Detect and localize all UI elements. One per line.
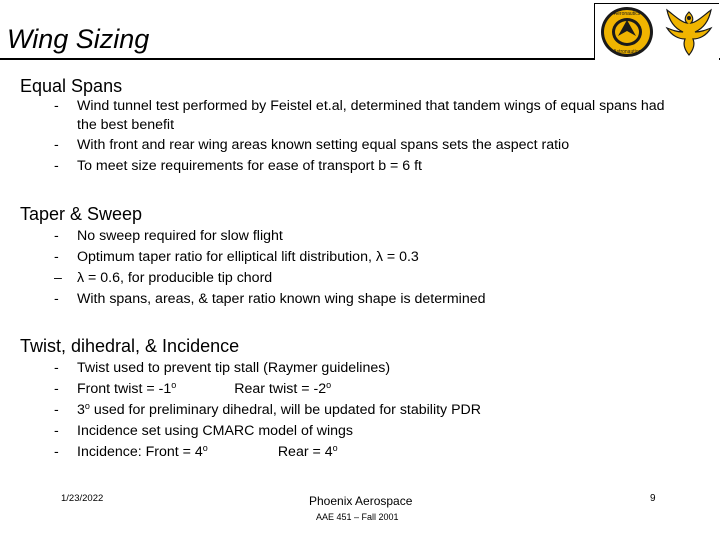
bullet-marker: - <box>54 158 59 174</box>
list-item <box>54 421 674 442</box>
list-item <box>54 358 674 379</box>
bullet-marker: – <box>54 270 62 286</box>
phoenix-bird-icon <box>661 6 717 58</box>
bullet-text: Twist used to prevent tip stall (Raymer guidelines) <box>77 360 391 376</box>
dihedral-text: used for preliminary dihedral, will be updated for stability PDR <box>89 402 482 418</box>
page-number: 9 <box>650 493 656 504</box>
bullet-marker: - <box>54 137 59 153</box>
bullet-text <box>77 379 674 400</box>
logo-text-top: Aeronautics <box>613 11 641 17</box>
bullet-text: Wind tunnel test performed by Feistel et.al, determined that tandem wings of equal spans had the best benefit <box>77 98 665 133</box>
footer-date: 1/23/2022 <box>61 493 104 504</box>
list-item <box>54 135 674 156</box>
footer-company: Phoenix Aerospace <box>309 494 413 508</box>
section-heading-taper-sweep: Taper & Sweep <box>20 204 143 224</box>
rear-twist-text: Rear twist = -2 <box>234 381 327 397</box>
bullet-text: No sweep required for slow flight <box>77 228 283 244</box>
bullet-text: Optimum taper ratio for elliptical lift distribution, λ = 0.3 <box>77 249 419 265</box>
bullet-marker: - <box>54 402 59 418</box>
front-incidence-text: Incidence: Front = 4 <box>77 444 203 460</box>
degree-mark: o <box>84 401 90 411</box>
list-item <box>54 226 674 247</box>
bullet-list-twist-dihedral-incidence <box>54 358 674 463</box>
list-item <box>54 97 674 135</box>
bullet-marker: - <box>54 249 59 265</box>
bullet-marker: - <box>54 360 59 376</box>
degree-mark: o <box>202 443 208 453</box>
bullet-text: To meet size requirements for ease of transport b = 6 ft <box>77 158 423 174</box>
bullet-marker: - <box>54 423 59 439</box>
list-item <box>54 247 674 268</box>
aeronautics-astronautics-logo <box>600 6 654 58</box>
rear-incidence-text: Rear = 4 <box>277 444 333 460</box>
list-item <box>54 400 674 421</box>
list-item <box>54 442 674 463</box>
degree-mark: o <box>332 443 338 453</box>
bullet-marker: - <box>54 228 59 244</box>
dihedral-value: 3 <box>77 402 85 418</box>
bullet-marker: - <box>54 444 59 460</box>
footer-course: AAE 451 – Fall 2001 <box>316 512 399 522</box>
front-twist-text: Front twist = -1 <box>77 381 172 397</box>
list-item <box>54 379 674 400</box>
bullet-text: With spans, areas, & taper ratio known wing shape is determined <box>77 291 486 307</box>
bullet-marker: - <box>54 98 59 114</box>
logo-text-bottom: Astronautics <box>613 49 641 55</box>
logo-header <box>594 3 719 60</box>
bullet-list-taper-sweep <box>54 226 674 310</box>
list-item <box>54 268 674 289</box>
bullet-text: λ = 0.6, for producible tip chord <box>77 270 273 286</box>
list-item <box>54 156 674 177</box>
degree-mark: o <box>171 380 177 390</box>
slide-title: Wing Sizing <box>7 24 150 54</box>
bullet-text: With front and rear wing areas known setting equal spans sets the aspect ratio <box>77 137 570 153</box>
degree-mark: o <box>326 380 332 390</box>
bullet-marker: - <box>54 381 59 397</box>
bullet-text: Incidence set using CMARC model of wings <box>77 423 353 439</box>
bullet-list-equal-spans <box>54 97 674 177</box>
section-heading-twist-dihedral-incidence: Twist, dihedral, & Incidence <box>20 336 240 356</box>
bullet-text <box>77 400 674 421</box>
bullet-text <box>77 442 674 463</box>
section-heading-equal-spans: Equal Spans <box>20 76 123 96</box>
bullet-marker: - <box>54 291 59 307</box>
list-item <box>54 289 674 310</box>
